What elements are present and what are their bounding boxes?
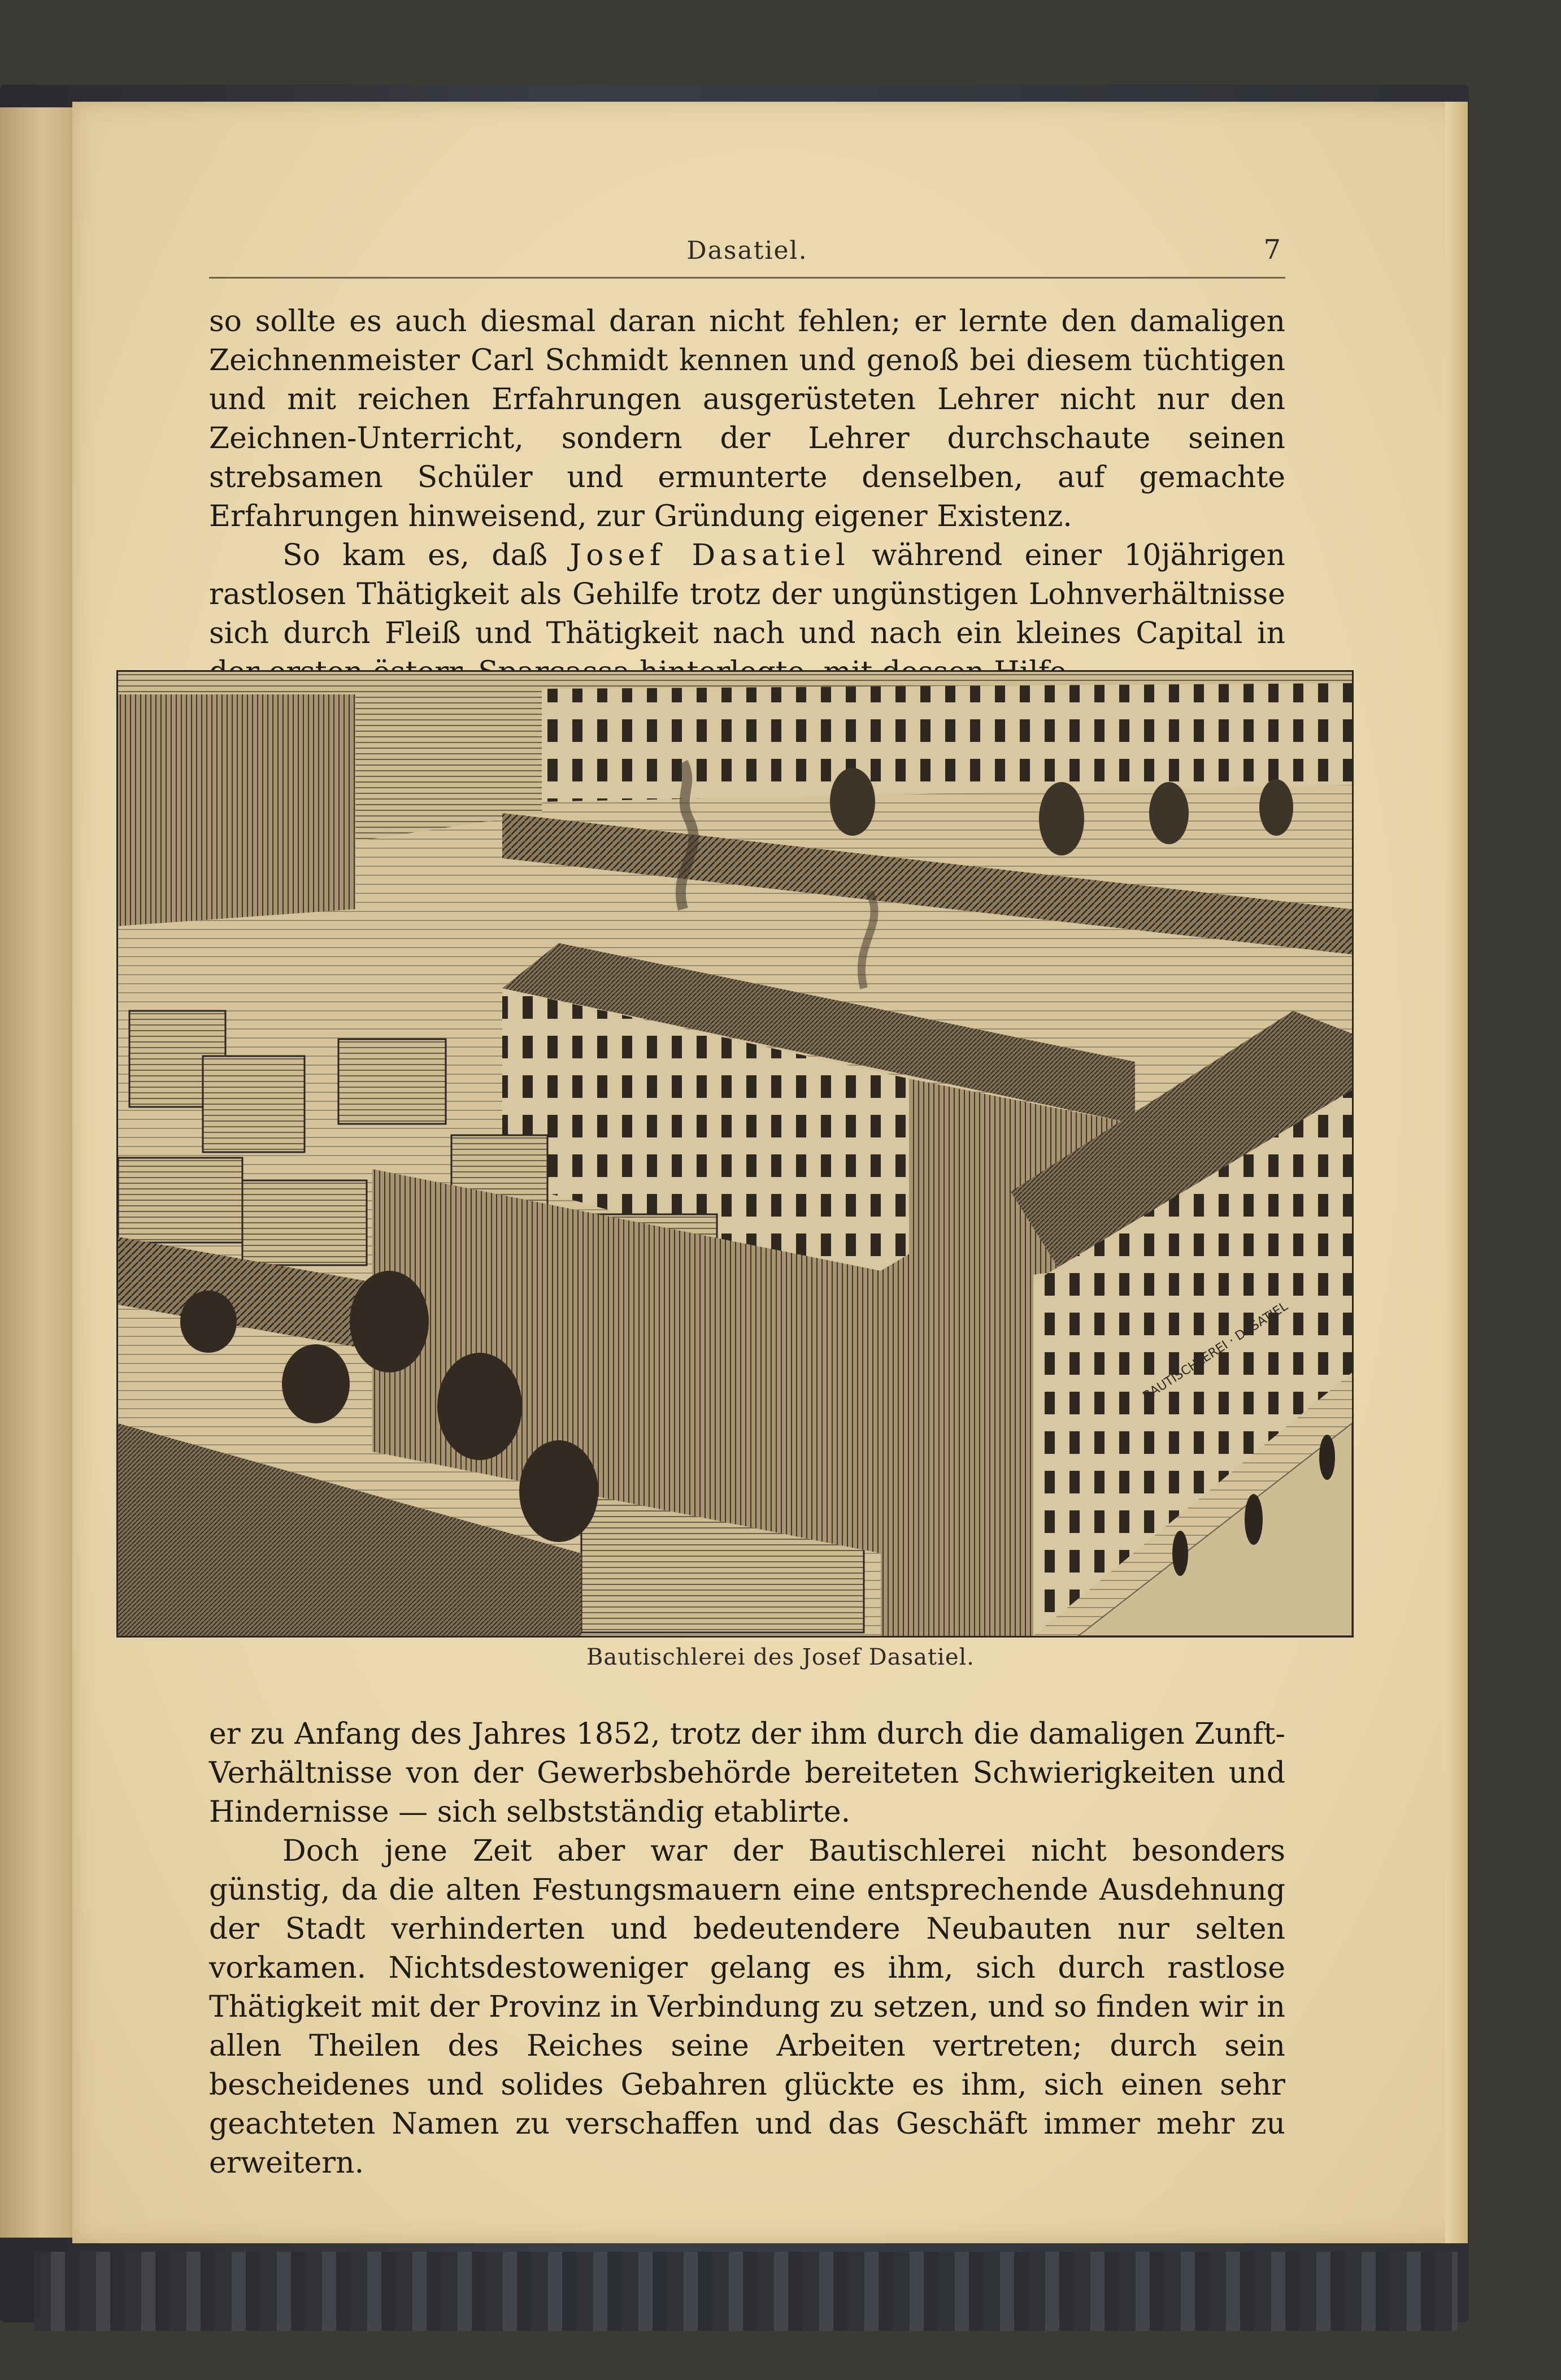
text-line: als Gehilfe trotz der ungünstigen Lohnverhältnisse sich durch Fleiß und Thätigkeit nach — [209, 577, 1285, 650]
text-line: Schüler und ermunterte denselben, auf gemachte Erfahrungen hinweisend, zur Gründung — [209, 461, 1285, 533]
left-page-edge — [0, 107, 72, 2238]
page-edge — [1445, 102, 1468, 2243]
text-fragment: während einer 10jährigen rastlosen Thätigkeit — [209, 538, 1286, 611]
text-fragment: So kam es, daß — [282, 538, 548, 572]
text-line: des Reiches seine Arbeiten vertreten; durch sein bescheidenes und solides Gebahren glückte — [209, 2029, 1285, 2102]
text-line: Doch jene Zeit aber war der Bautischlerei nicht besonders günstig, da die alten — [209, 1834, 1285, 1907]
text-line: Lehrer nicht nur den Zeichnen-Unterricht, sondern der Lehrer durchschaute seinen strebsamen — [209, 383, 1286, 494]
figure-caption: Bautischlerei des Josef Dasatiel. — [586, 1644, 975, 1670]
shop-sign: BAUTISCHLEREI · DASATIEL — [1140, 1299, 1291, 1404]
text-line: und nach ein kleines Capital in — [799, 616, 1286, 650]
text-line: Schmidt kennen und genoß bei diesem tüchtigen und mit reichen Erfahrungen ausgerüsteten — [209, 344, 1285, 416]
person-name: Josef Dasatiel — [569, 538, 850, 572]
page-header — [209, 232, 1285, 279]
bottom-text-block — [209, 1715, 1285, 2183]
paragraph-continuation — [209, 1715, 1285, 1832]
text-line: es ihm, sich einen sehr geachteten Namen zu verschaffen und das Geschäft immer mehr zu — [209, 2068, 1286, 2141]
left-tall-building — [118, 694, 355, 926]
text-line: Festungsmauern eine entsprechende Ausdehnung der Stadt verhinderten und bedeutendere — [209, 1873, 1285, 1946]
paragraph-bautischlerei — [209, 1832, 1285, 2183]
text-line: er zu Anfang des Jahres 1852, trotz der ihm durch die damaligen Zunft-Verhältnisse von — [209, 1717, 1285, 1790]
factory-engraving — [118, 672, 1352, 1636]
text-line: so sollte es auch diesmal daran nicht fehlen; er lernte den damaligen Zeichnenmeister Carl — [209, 305, 1285, 377]
top-text-block — [209, 302, 1285, 692]
page-number: 7 — [1263, 234, 1281, 266]
paragraph-dasatiel — [209, 536, 1285, 692]
book-cover-edge — [34, 2252, 1458, 2331]
text-line: Neubauten nur selten vorkamen. Nichtsdestoweniger gelang es ihm, sich durch rastlose — [209, 1912, 1285, 1985]
text-line: Thätigkeit mit der Provinz in Verbindung zu setzen, und so finden wir in allen Theilen — [209, 1990, 1285, 2063]
text-line: erweitern. — [209, 2146, 364, 2180]
text-line: der Gewerbsbehörde bereiteten Schwierigkeiten und Hindernisse — sich selbstständig etablirte. — [209, 1756, 1286, 1829]
text-line: eigener Existenz. — [814, 500, 1072, 533]
paragraph-continuation — [209, 302, 1285, 536]
distant-buildings — [542, 683, 1352, 802]
engraving-illustration — [116, 670, 1354, 1638]
running-title: Dasatiel. — [686, 236, 808, 265]
